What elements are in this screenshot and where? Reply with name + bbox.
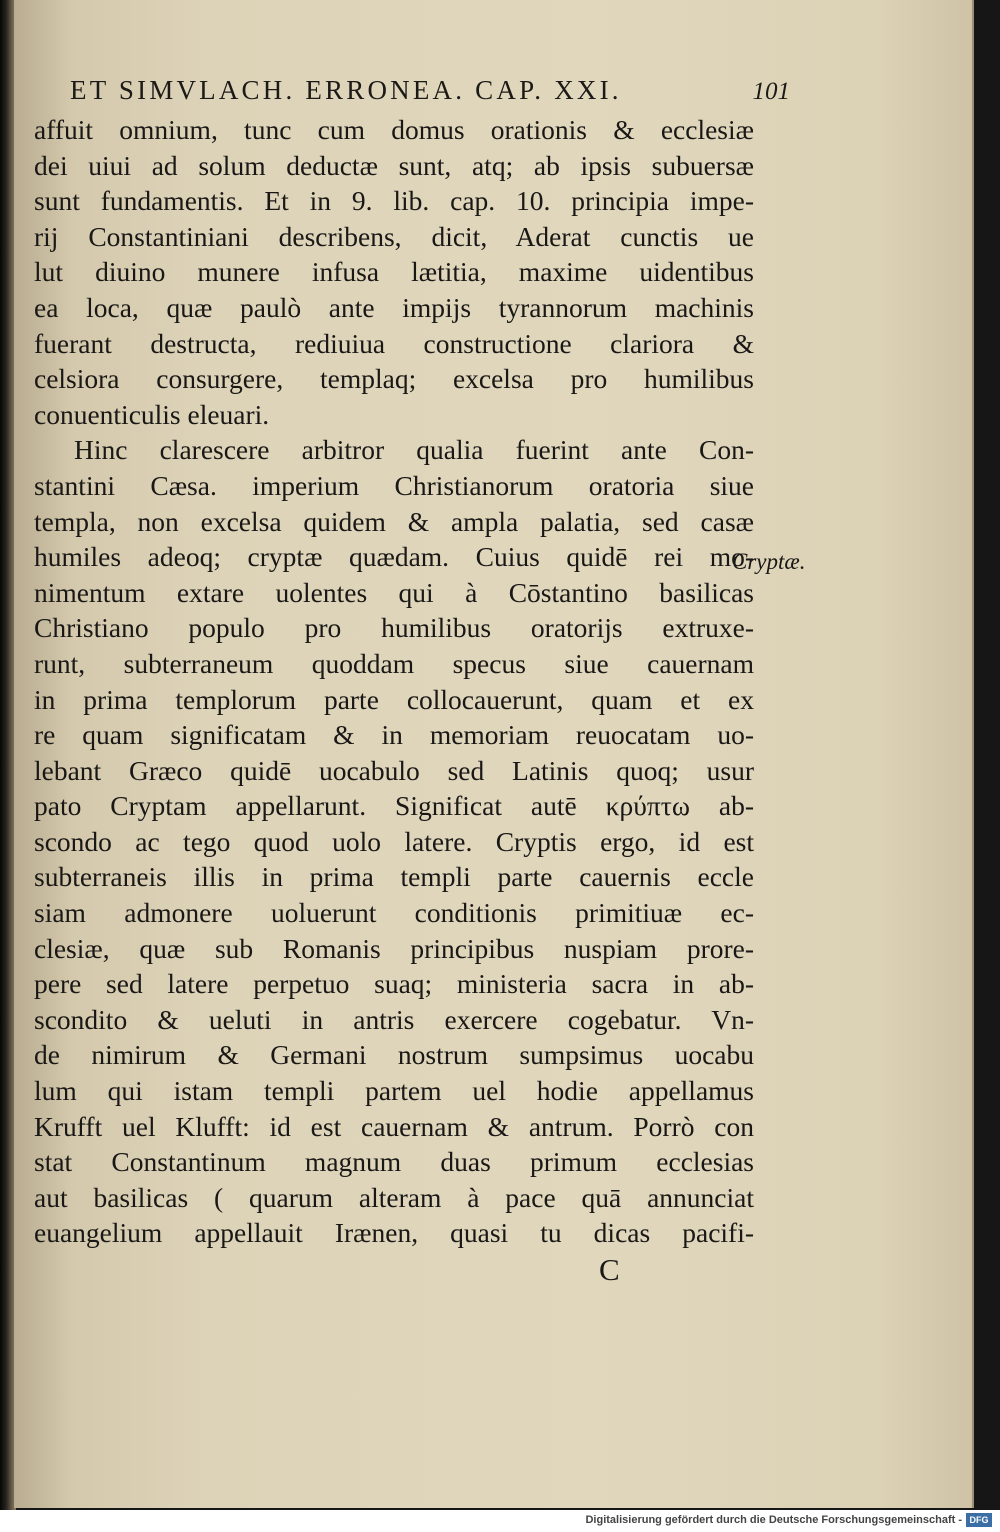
running-head: ET SIMVLACH. ERRONEA. CAP. XXI. [70, 75, 622, 105]
text-line: affuit omnium, tunc cum domus orationis & ecclesiæ [34, 114, 754, 145]
text-line: stantini Cæsa. imperium Christianorum oratoria siue [34, 469, 754, 501]
page-header [70, 73, 790, 107]
text-line: runt, subterraneum quoddam specus siue cauernam [34, 647, 754, 679]
text-line: templa, non excelsa quidem & ampla palatia, sed casæ [34, 505, 754, 537]
text-line: conuenticulis eleuari. [34, 398, 270, 430]
text-line: fuerant destructa, rediuiua constructione clariora & [34, 327, 754, 359]
text-line: in prima templorum parte collocauerunt, quam et ex [34, 683, 754, 715]
signature-mark: C [599, 1252, 620, 1287]
text-line: Krufft uel Klufft: id est cauernam & antrum. Porrò con [34, 1110, 754, 1142]
book-page [14, 0, 974, 1508]
text-line: aut basilicas ( quarum alteram à pace quā annunciat [34, 1181, 754, 1213]
text-line: scondito & ueluti in antris exercere cogebatur. Vn- [34, 1003, 754, 1035]
text-line: sunt fundamentis. Et in 9. lib. cap. 10. principia impe- [34, 185, 754, 217]
text-line: clesiæ, quæ sub Romanis principibus nuspiam prore- [34, 932, 754, 964]
text-line: stat Constantinum magnum duas primum ecclesias [34, 1146, 754, 1178]
text-line: pere sed latere perpetuo suaq; ministeria sacra in ab- [34, 968, 754, 1000]
text-line: scondo ac tego quod uolo latere. Cryptis ergo, id est [34, 825, 754, 857]
page-number: 101 [752, 78, 790, 105]
text-line: dei uiui ad solum deductæ sunt, atq; ab ipsis subuersæ [34, 149, 754, 181]
marginal-note: Cryptæ. [732, 549, 806, 574]
text-line: subterraneis illis in prima templi parte cauernis eccle [34, 861, 754, 893]
funding-credit: Digitalisierung gefördert durch die Deutsche Forschungsgemeinschaft - [585, 1514, 962, 1526]
paragraph-start-line: Hinc clarescere arbitror qualia fuerint ante Con- [74, 434, 754, 466]
text-line: pato Cryptam appellarunt. Significat autē κρύπτω ab- [34, 790, 754, 822]
text-line: nimentum extare uolentes qui à Cōstantino basilicas [34, 576, 754, 608]
text-line: rij Constantiniani describens, dicit, Aderat cunctis ue [34, 220, 754, 252]
text-line: lum qui istam templi partem uel hodie appellamus [34, 1075, 754, 1107]
text-line: de nimirum & Germani nostrum sumpsimus uocabu [34, 1039, 754, 1071]
text-line: humiles adeoq; cryptæ quædam. Cuius quidē rei mo- [34, 541, 754, 573]
text-line: lebant Græco quidē uocabulo sed Latinis quoq; usur [34, 754, 754, 786]
text-line: re quam significatam & in memoriam reuocatam uo- [34, 719, 754, 751]
text-line: siam admonere uoluerunt conditionis primitiuæ ec- [34, 897, 754, 929]
text-line: lut diuino munere infusa lætitia, maxime uidentibus [34, 256, 754, 288]
text-line: Christiano populo pro humilibus oratorijs extruxe- [34, 612, 754, 644]
text-line: ea loca, quæ paulò ante impijs tyrannorum machinis [34, 291, 754, 323]
dfg-logo: DFG [966, 1513, 992, 1527]
text-line: euangelium appellauit Irænen, quasi tu dicas pacifi- [34, 1217, 754, 1249]
text-line: celsiora consurgere, templaq; excelsa pro humilibus [34, 363, 754, 395]
body-text [34, 112, 754, 1251]
